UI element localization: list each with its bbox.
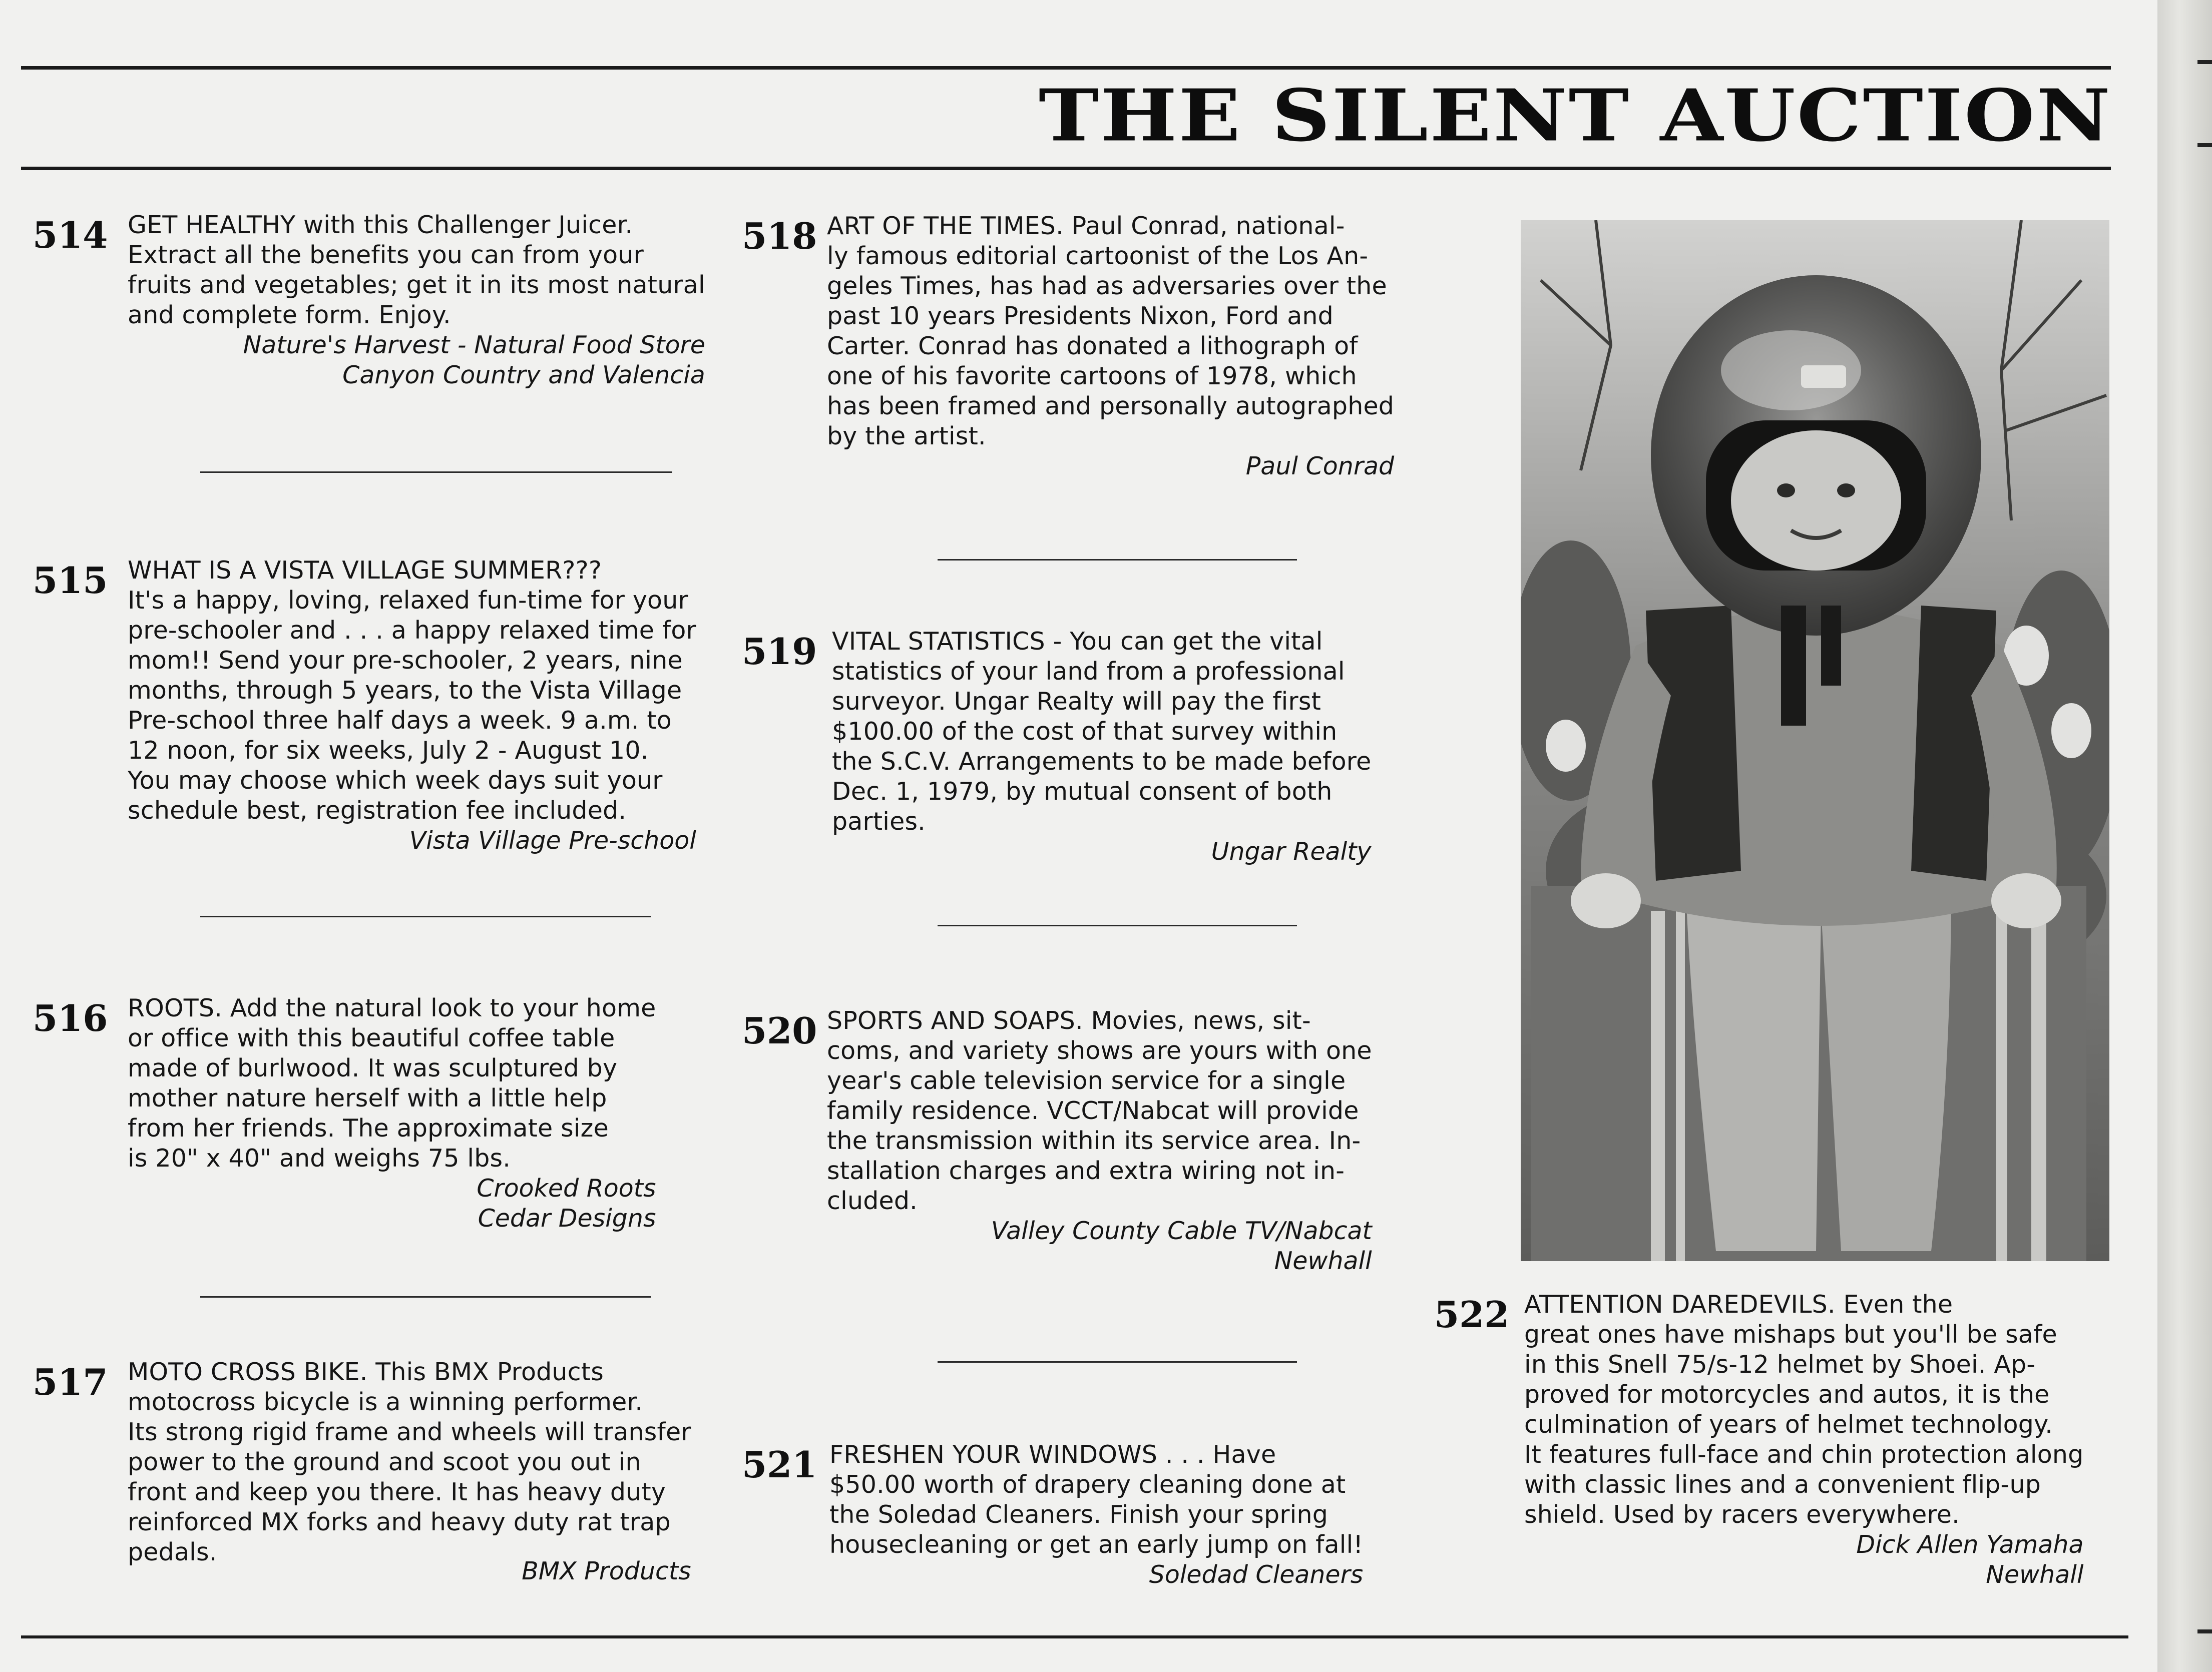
item-line: pedals. (128, 1538, 217, 1566)
item-line: power to the ground and scoot you out in (128, 1448, 641, 1476)
item-line: geles Times, has had as adversaries over the (827, 272, 1387, 300)
item-line (1524, 1290, 2083, 1320)
item-text: Add the natural look to your home (230, 994, 656, 1022)
helmet-badge (1801, 365, 1846, 388)
item-line: schedule best, registration fee included. (128, 796, 627, 825)
item-text: Paul Conrad, national- (1071, 212, 1345, 240)
edge-mark (2197, 1629, 2212, 1633)
item-line: reinforced MX forks and heavy duty rat trap (128, 1508, 671, 1536)
item-line: cluded. (827, 1187, 918, 1215)
divider (938, 1361, 1297, 1363)
item-line: mother nature herself with a little help (128, 1084, 607, 1112)
donor-line: Vista Village Pre-school (409, 826, 696, 855)
item-line: or office with this beautiful coffee table (128, 1024, 615, 1052)
item-line: past 10 years Presidents Nixon, Ford and (827, 302, 1334, 330)
item-line: pre-schooler and . . . a happy relaxed time for (128, 616, 696, 645)
item-line (832, 627, 1371, 657)
lot-number: 515 (33, 559, 108, 602)
item-text: Even the (1843, 1290, 1953, 1319)
donor-line: BMX Products (522, 1557, 691, 1585)
page-title: THE SILENT AUCTION (1038, 74, 2112, 158)
item-line: in this Snell 75/s-12 helmet by Shoei. Ap- (1524, 1350, 2036, 1379)
adjacent-page-edge (2157, 0, 2212, 1672)
item-line (829, 1440, 1363, 1470)
top-rule (21, 66, 2111, 70)
donor-line: Soledad Cleaners (1149, 1560, 1364, 1589)
lot-number: 517 (33, 1361, 108, 1403)
item-line: statistics of your land from a professional (832, 657, 1345, 686)
photo-child-in-helmet (1521, 220, 2109, 1261)
donor-line: Paul Conrad (1245, 452, 1395, 480)
donor-line: Nature's Harvest - Natural Food Store (243, 331, 705, 359)
item-line: by the artist. (827, 422, 986, 450)
item-line: has been framed and personally autographed (827, 392, 1395, 420)
divider (938, 925, 1297, 926)
item-line: ly famous editorial cartoonist of the Los An- (827, 242, 1369, 270)
item-line (128, 993, 656, 1023)
item-line: year's cable television service for a single (827, 1066, 1346, 1095)
lot-number: 519 (742, 630, 817, 673)
item-line: front and keep you there. It has heavy duty (128, 1478, 666, 1506)
item-line (827, 1006, 1372, 1036)
item-line: Its strong rigid frame and wheels will transfer (128, 1418, 691, 1446)
divider (938, 559, 1297, 561)
item-text: - You can get the vital (1053, 627, 1323, 656)
donor-line: Dick Allen Yamaha (1856, 1530, 2084, 1559)
item-line: the transmission within its service area. In- (827, 1127, 1361, 1155)
item-line: made of burlwood. It was sculptured by (128, 1054, 618, 1082)
item-line: family residence. VCCT/Nabcat will provide (827, 1096, 1359, 1125)
item-line: Dec. 1, 1979, by mutual consent of both (832, 777, 1333, 806)
item-line: great ones have mishaps but you'll be safe (1524, 1320, 2057, 1349)
item-text: . . . Have (1165, 1440, 1276, 1469)
item-line: from her friends. The approximate size (128, 1114, 609, 1143)
item-line: Extract all the benefits you can from your (128, 241, 644, 269)
item-text: This BMX Products (375, 1358, 604, 1386)
item-line (128, 210, 705, 240)
lot-number: 522 (1434, 1293, 1510, 1336)
item-line: surveyor. Ungar Realty will pay the first (832, 687, 1321, 716)
item-line: proved for motorcycles and autos, it is the (1524, 1380, 2050, 1409)
item-heading: VITAL STATISTICS (832, 627, 1045, 656)
item-heading: FRESHEN YOUR WINDOWS (829, 1440, 1158, 1469)
item-line: coms, and variety shows are yours with one (827, 1036, 1372, 1065)
donor-line: Canyon Country and Valencia (342, 361, 705, 389)
item-line: $50.00 worth of drapery cleaning done at (829, 1470, 1346, 1499)
item-line: Pre-school three half days a week. 9 a.m. to (128, 706, 672, 735)
item-text: with this Challenger Juicer. (303, 211, 633, 239)
item-line: housecleaning or get an early jump on fall! (829, 1530, 1364, 1559)
item-line: stallation charges and extra wiring not in- (827, 1157, 1345, 1185)
item-heading: ROOTS. (128, 994, 222, 1022)
donor-line: Ungar Realty (1211, 837, 1372, 866)
item-line (128, 1357, 691, 1387)
divider (200, 471, 672, 473)
divider (200, 916, 651, 917)
edge-mark (2197, 143, 2212, 147)
lot-number: 516 (33, 997, 108, 1039)
item-line: It features full-face and chin protection along (1524, 1440, 2084, 1469)
item-line: and complete form. Enjoy. (128, 301, 451, 329)
item-heading: MOTO CROSS BIKE. (128, 1358, 368, 1386)
item-heading: ART OF THE TIMES. (827, 212, 1064, 240)
item-line: the Soledad Cleaners. Finish your spring (829, 1500, 1329, 1529)
lot-number: 518 (742, 215, 817, 257)
item-line: motocross bicycle is a winning performer. (128, 1388, 643, 1416)
item-line: with classic lines and a convenient flip-up (1524, 1470, 2041, 1499)
lot-number: 520 (742, 1009, 817, 1052)
item-line (827, 211, 1394, 241)
photo-illustration (1521, 220, 2109, 1261)
item-line: parties. (832, 807, 926, 836)
donor-line: Newhall (1274, 1247, 1372, 1275)
item-line (128, 555, 696, 586)
lot-number: 514 (33, 214, 108, 256)
item-line: shield. Used by racers everywhere. (1524, 1500, 1960, 1529)
item-line: 12 noon, for six weeks, July 2 - August 10. (128, 736, 649, 765)
item-heading: WHAT IS A VISTA VILLAGE SUMMER??? (128, 556, 602, 585)
item-line: Carter. Conrad has donated a lithograph of (827, 332, 1358, 360)
item-text: Movies, news, sit- (1091, 1006, 1311, 1035)
item-line: the S.C.V. Arrangements to be made before (832, 747, 1372, 776)
title-rule (21, 167, 2111, 170)
item-heading: ATTENTION DAREDEVILS. (1524, 1290, 1836, 1319)
item-line: $100.00 of the cost of that survey within (832, 717, 1338, 746)
item-line: You may choose which week days suit your (128, 766, 663, 795)
item-line: fruits and vegetables; get it in its most natural (128, 271, 705, 299)
donor-line: Newhall (1986, 1560, 2084, 1589)
item-line: culmination of years of helmet technology. (1524, 1410, 2053, 1439)
lot-number: 521 (742, 1443, 817, 1486)
item-line: months, through 5 years, to the Vista Village (128, 676, 682, 705)
item-line: one of his favorite cartoons of 1978, which (827, 362, 1357, 390)
bottom-rule (21, 1635, 2128, 1638)
item-heading: GET HEALTHY (128, 211, 296, 239)
item-line: mom!! Send your pre-schooler, 2 years, nine (128, 646, 683, 675)
donor-line: Crooked Roots (477, 1174, 656, 1203)
donor-line: Cedar Designs (478, 1204, 656, 1233)
item-line: is 20" x 40" and weighs 75 lbs. (128, 1144, 511, 1173)
edge-mark (2197, 60, 2212, 64)
divider (200, 1296, 651, 1298)
donor-line: Valley County Cable TV/Nabcat (991, 1217, 1372, 1245)
item-line: It's a happy, loving, relaxed fun-time for your (128, 586, 688, 615)
item-heading: SPORTS AND SOAPS. (827, 1006, 1083, 1035)
